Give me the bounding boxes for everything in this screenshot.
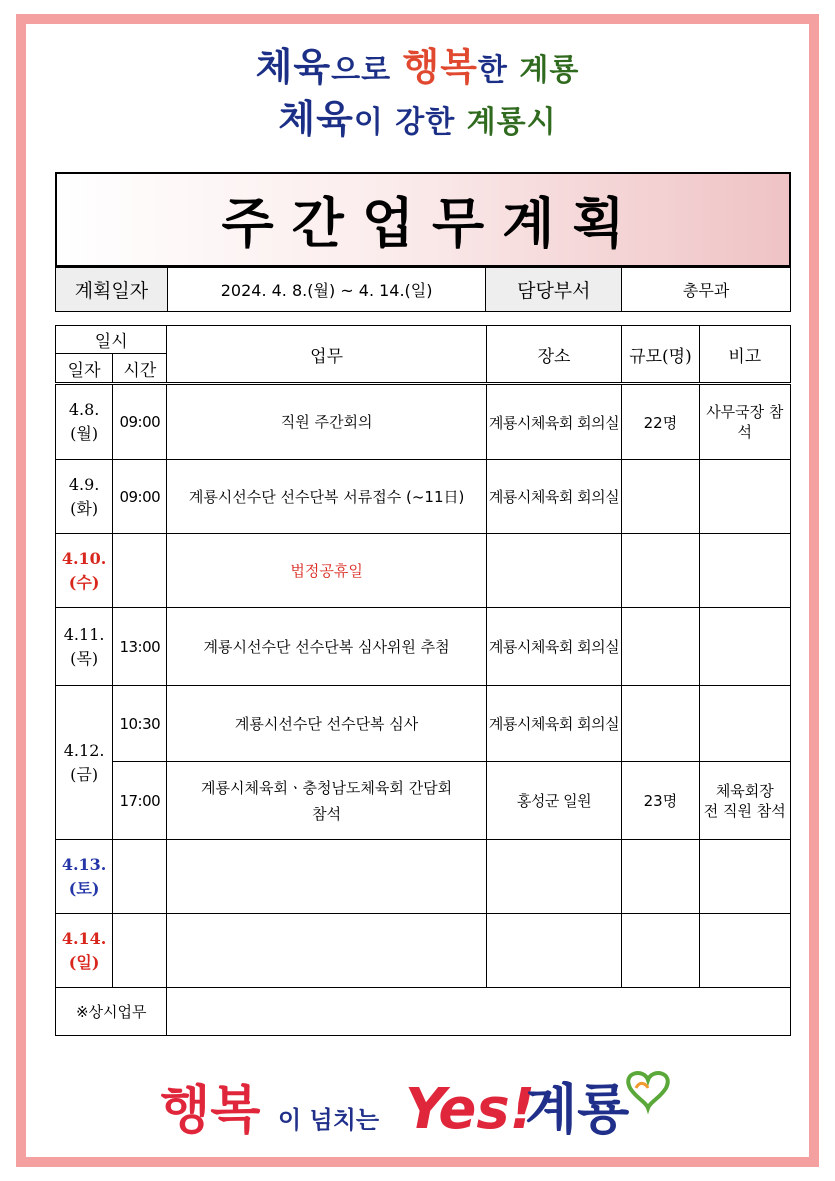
note-cell: [699, 840, 790, 914]
date-cell: [56, 608, 113, 686]
constant-task-label: ※상시업무: [56, 988, 167, 1036]
footer-logo: [160, 1058, 680, 1148]
table-row: [56, 988, 791, 1036]
date-text: 4.10.: [61, 548, 107, 568]
scale-cell: [622, 534, 699, 608]
day-text: (일): [68, 952, 100, 972]
heart-icon: [628, 1073, 667, 1108]
task-cell: [167, 840, 486, 914]
time-cell: [113, 914, 167, 988]
table-row: [56, 534, 791, 608]
time-cell: 10:30: [113, 686, 167, 762]
task-cell: 직원 주간회의: [167, 384, 486, 460]
slogan-word: 체육: [255, 45, 332, 89]
table-row: [56, 762, 791, 840]
note-cell: [699, 762, 790, 840]
dept-value: 총무과: [622, 268, 791, 312]
slogan-word: 행복: [402, 45, 478, 89]
day-text: (금): [70, 764, 99, 784]
footer-logo-part: 행복: [160, 1081, 261, 1141]
header-time: 시간: [113, 354, 167, 384]
task-line: 참석: [312, 804, 342, 823]
place-cell: 계룡시체육회 회의실: [486, 686, 622, 762]
header-scale: 규모(명): [622, 326, 699, 384]
scale-cell: 22명: [622, 384, 699, 460]
day-text: (목): [70, 648, 99, 668]
day-text: (수): [68, 572, 100, 592]
date-cell: [56, 686, 113, 840]
time-cell: [113, 840, 167, 914]
table-row: [56, 914, 791, 988]
title-box: [55, 172, 791, 267]
place-cell: 계룡시체육회 회의실: [486, 608, 622, 686]
note-cell: [699, 914, 790, 988]
plan-date-label: 계획일자: [56, 268, 168, 312]
place-cell: 계룡시체육회 회의실: [486, 384, 622, 460]
table-row: [56, 840, 791, 914]
note-cell: 사무국장 참석: [699, 384, 790, 460]
time-cell: 09:00: [113, 384, 167, 460]
date-cell: [56, 534, 113, 608]
slogan-word: 으로: [331, 53, 403, 88]
date-cell: [56, 914, 113, 988]
note-cell: [699, 460, 790, 534]
task-cell: 계룡시선수단 선수단복 심사위원 추첨: [167, 608, 486, 686]
note-cell: [699, 608, 790, 686]
slogan-word: 체육: [278, 97, 354, 141]
scale-cell: [622, 460, 699, 534]
place-cell: 홍성군 일원: [486, 762, 622, 840]
table-row: [56, 686, 791, 762]
header-note: 비고: [699, 326, 790, 384]
time-cell: 13:00: [113, 608, 167, 686]
page-title: 주간업무계획: [221, 192, 643, 255]
date-text: 4.12.: [63, 740, 105, 760]
date-cell: [56, 840, 113, 914]
schedule-table: [55, 325, 791, 1036]
table-row: [56, 608, 791, 686]
date-text: 4.13.: [61, 854, 107, 874]
header-place: 장소: [486, 326, 622, 384]
task-cell: 계룡시선수단 선수단복 서류접수 (~11日): [167, 460, 486, 534]
time-cell: 09:00: [113, 460, 167, 534]
time-cell: [113, 534, 167, 608]
scale-cell: [622, 914, 699, 988]
header-task: 업무: [167, 326, 486, 384]
plan-date-value: 2024. 4. 8.(월) ~ 4. 14.(일): [167, 268, 486, 312]
place-cell: [486, 840, 622, 914]
date-cell: [56, 384, 113, 460]
task-line: 계룡시체육회ㆍ충청남도체육회 간담회: [201, 778, 453, 797]
constant-task-cell: [167, 988, 791, 1036]
scale-cell: [622, 608, 699, 686]
date-text: 4.14.: [61, 928, 107, 948]
place-cell: [486, 534, 622, 608]
footer-logo-part: Yes!: [405, 1077, 536, 1142]
time-cell: 17:00: [113, 762, 167, 840]
plan-info-table: [55, 267, 791, 312]
slogan-word: 계룡시: [466, 105, 557, 140]
note-line: 체육회장: [715, 781, 774, 800]
note-cell: [699, 686, 790, 762]
task-cell: [167, 914, 486, 988]
slogan-word: 한: [477, 53, 520, 88]
footer-logo-part: 이 넘치는: [278, 1106, 380, 1134]
day-text: (토): [68, 878, 100, 898]
date-text: 4.8.: [68, 400, 100, 419]
scale-cell: [622, 840, 699, 914]
slogan-line-1: [0, 44, 835, 94]
slogan-line-2: [0, 96, 835, 146]
task-cell: [167, 762, 486, 840]
task-cell: 법정공휴일: [167, 534, 486, 608]
swoosh-icon: [636, 1083, 648, 1088]
day-text: (월): [70, 424, 99, 443]
place-cell: [486, 914, 622, 988]
table-row: [56, 460, 791, 534]
date-cell: [56, 460, 113, 534]
date-text: 4.11.: [63, 624, 105, 644]
place-cell: 계룡시체육회 회의실: [486, 460, 622, 534]
scale-cell: [622, 686, 699, 762]
scale-cell: 23명: [622, 762, 699, 840]
slogan-word: 계룡: [519, 53, 580, 88]
footer-logo-part: 계룡: [525, 1078, 630, 1141]
day-text: (화): [70, 498, 99, 518]
slogan-word: 이 강한: [353, 105, 467, 140]
table-row: [56, 384, 791, 460]
dept-label: 담당부서: [486, 268, 622, 312]
note-cell: [699, 534, 790, 608]
task-cell: 계룡시선수단 선수단복 심사: [167, 686, 486, 762]
header-date: 일자: [56, 354, 113, 384]
header-datetime: 일시: [56, 326, 167, 354]
date-text: 4.9.: [68, 474, 100, 494]
note-line: 전 직원 참석: [703, 801, 786, 820]
